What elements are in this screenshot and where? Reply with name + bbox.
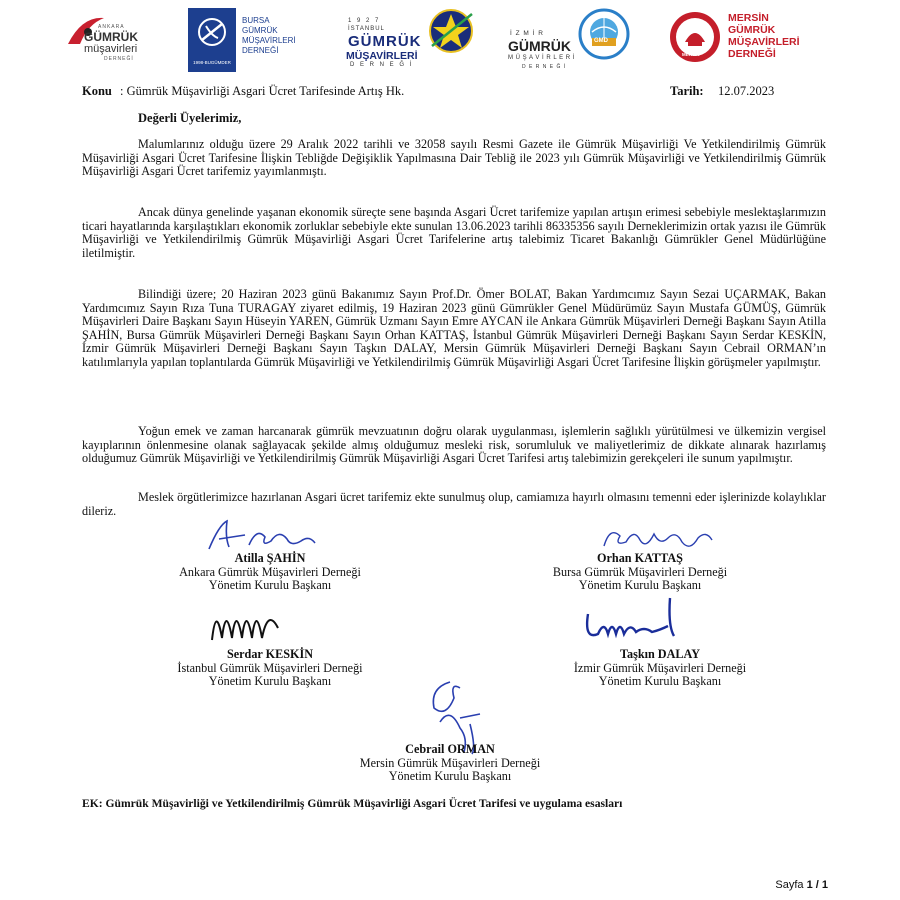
bursa-logo-line1: BURSA <box>242 16 270 25</box>
izmir-logo-line3: M Ü Ş A V İ R L E R İ <box>508 55 575 61</box>
mersin-logo-line3: MÜŞAVİRLERİ <box>728 36 800 48</box>
ankara-logo-line1: ANKARA <box>98 24 125 30</box>
mersin-seal-text: MERSİN <box>682 52 700 57</box>
signatory-org: İstanbul Gümrük Müşavirleri Derneği <box>177 660 363 675</box>
bursa-logo-line3: MÜŞAVİRLERİ <box>242 36 296 45</box>
ankara-logo <box>44 14 154 64</box>
ankara-logo-line4: DERNEĞİ <box>104 56 134 62</box>
paragraph-1: Malumlarınız olduğu üzere 29 Aralık 2022 tarihli ve 32058 sayılı Resmi Gazete ile Gümrük Müşavirliği Ve Yetkilendirilmiş Gümrük Müşavirliği Asgari Ücret Tarifesine İlişkin Tebliğde Değişiklik Yapılmasına Dair Tebliğ ile 2023 yılı Gümrük Müşavirliği ve Yetkilendirilmiş Gümrük Müşavirliği Asgari Ücret tarifemiz yayımlanmıştı. <box>82 137 826 179</box>
mersin-logo-line2: GÜMRÜK <box>728 24 776 36</box>
signatory-name: Orhan KATTAŞ <box>597 551 683 565</box>
signatory-title: Yönetim Kurulu Başkanı <box>208 674 332 689</box>
paragraph-5: Meslek örgütlerimizce hazırlanan Asgari ücret tarifemiz ekte sunulmuş olup, camiamıza hayırlı olmasını temenni eder işlerinizde kolaylıklar dileriz. <box>82 490 826 518</box>
greeting: Değerli Üyelerimiz, <box>138 111 242 125</box>
signatory-ankara <box>140 552 400 593</box>
page-number: Sayfa 1 / 1 <box>775 879 828 891</box>
signatory-title: Yönetim Kurulu Başkanı <box>598 674 722 689</box>
istanbul-logo-line1: İSTANBUL <box>348 26 385 32</box>
istanbul-logo-line4: D E R N E Ğ İ <box>350 62 414 68</box>
signatory-name: Atilla ŞAHİN <box>234 551 306 565</box>
istanbul-logo-line3: MÜŞAVİRLERİ <box>346 50 418 62</box>
istanbul-logo-line2: GÜMRÜK <box>348 33 422 50</box>
signatory-org: İzmir Gümrük Müşavirleri Derneği <box>573 660 747 675</box>
signatory-title: Yönetim Kurulu Başkanı <box>388 769 512 784</box>
istanbul-star-emblem-icon <box>428 8 474 54</box>
attachment-note: EK: Gümrük Müşavirliği ve Yetkilendirilmiş Gümrük Müşavirliği Asgari Ücret Tarifesi ve uygulama esasları <box>82 797 623 810</box>
signatory-izmir <box>530 648 790 689</box>
signature-izmir <box>582 596 692 646</box>
bursa-logo-line2: GÜMRÜK <box>242 26 278 35</box>
signatory-org: Bursa Gümrük Müşavirleri Derneği <box>552 564 728 579</box>
paragraph-2: Ancak dünya genelinde yaşanan ekonomik süreçte sene başında Asgari Ücret tarifemize yapılan artışın erimesi sebebiyle meslektaşlarımızın ticari hayatlarında karşılaştıkları ekonomik zorluklar sebebiyle ekte sunulan 13.06.2023 tarihli 86335356 sayılı Derneklerimizin ortak yazısı ile Gümrük Müşavirliği ve Yetkilendirilmiş Gümrük Müşavirliği Asgari Ücret Tarifelerine artış talebimiz Ticaret Bakanlığı Gümrükler Genel Müdürlüğüne iletilmiştir. <box>82 205 826 260</box>
bursa-emblem-icon <box>188 8 236 72</box>
bursa-logo-line4: DERNEĞİ <box>242 46 279 55</box>
istanbul-logo <box>346 8 476 72</box>
izmir-logo-line2: GÜMRÜK <box>508 38 571 54</box>
bursa-logo <box>188 8 298 72</box>
signatory-org: Mersin Gümrük Müşavirleri Derneği <box>359 755 541 770</box>
date-label: Tarih: <box>670 84 704 98</box>
mersin-logo <box>668 8 808 72</box>
paragraph-3: Bilindiği üzere; 20 Haziran 2023 günü Bakanımız Sayın Prof.Dr. Ömer BOLAT, Bakan Yardımcımız Sayın Sezai UÇARMAK, Bakan Yardımcımız Sayın Rıza Tuna TURAGAY ziyaret edilmiş, 19 Haziran 2023 günü Gümrükler Genel Müdürümüz Sayın Mustafa GÜMÜŞ, Gümrük Müşavirleri Daire Başkanı Sayın Hüseyin YAREN, Gümrük Uzmanı Sayın Emre AYCAN ile Ankara Gümrük Müşavirleri Derneği Başkanı Sayın Atilla ŞAHİN, Bursa Gümrük Müşavirleri Derneği Başkanı Sayın Orhan KATTAŞ, İstanbul Gümrük Müşavirleri Derneği Başkanı Sayın Serdar KESKİN, İzmir Gümrük Müşavirleri Derneği Başkanı Sayın Taşkın DALAY, Mersin Gümrük Müşavirleri Derneği Başkanı Sayın Cebrail ORMAN’ın katılımlarıyla yapılan toplantılarda Gümrük Müşavirliği ve Yetkilendirilmiş Gümrük Müşavirliği Asgari Ücret Tarifesine İlişkin görüşmeler yapılmıştır. <box>82 287 826 369</box>
paragraph-4: Yoğun emek ve zaman harcanarak gümrük mevzuatının doğru olarak uygulanması, işlemlerin sağlıklı yürütülmesi ve ülkemizin vergisel kayıplarının önlenmesine olanak sağlayacak şekilde almış olduğumuz mesleki risk, sorumluluk ve maliyetlerimiz de dikkate alınarak hazırlamış olduğumuz Gümrük Müşavirliği ve Yetkilendirilmiş Gümrük Müşavirliği Asgari Ücret Tarifesi artış talebimizin gerekçeleri ile sunum yapılmıştır. <box>82 424 826 466</box>
izmir-logo-badge: GMD <box>594 38 608 44</box>
izmir-logo-line1: İ Z M İ R <box>510 30 544 37</box>
signatory-name: Serdar KESKİN <box>226 647 314 661</box>
date-value: 12.07.2023 <box>718 84 775 98</box>
signatory-bursa <box>510 552 770 593</box>
signatory-org: Ankara Gümrük Müşavirleri Derneği <box>179 564 361 579</box>
subject-label: Konu <box>82 84 112 98</box>
mersin-logo-line4: DERNEĞİ <box>728 48 776 60</box>
izmir-globe-emblem-icon <box>578 8 630 60</box>
signatory-name: Taşkın DALAY <box>619 647 701 661</box>
signatory-istanbul <box>140 648 400 689</box>
mersin-logo-line1: MERSİN <box>728 12 769 24</box>
signatory-name: Cebrail ORMAN <box>405 742 495 756</box>
signatory-title: Yönetim Kurulu Başkanı <box>578 578 702 593</box>
signature-istanbul <box>208 598 288 648</box>
subject-text: : Gümrük Müşavirliği Asgari Ücret Tarifesinde Artış Hk. <box>120 84 405 98</box>
signatory-mersin <box>320 743 580 784</box>
izmir-logo-line4: D E R N E Ğ İ <box>522 64 567 70</box>
ankara-logo-line3: müşavirleri <box>84 43 138 55</box>
izmir-logo <box>508 8 638 72</box>
istanbul-logo-year: 1 9 2 7 <box>348 18 381 24</box>
signatory-title: Yönetim Kurulu Başkanı <box>208 578 332 593</box>
bursa-logo-caption: 1998-BUGÜMDER <box>193 60 231 65</box>
ankara-logo-line2: GÜMRÜK <box>84 30 138 44</box>
